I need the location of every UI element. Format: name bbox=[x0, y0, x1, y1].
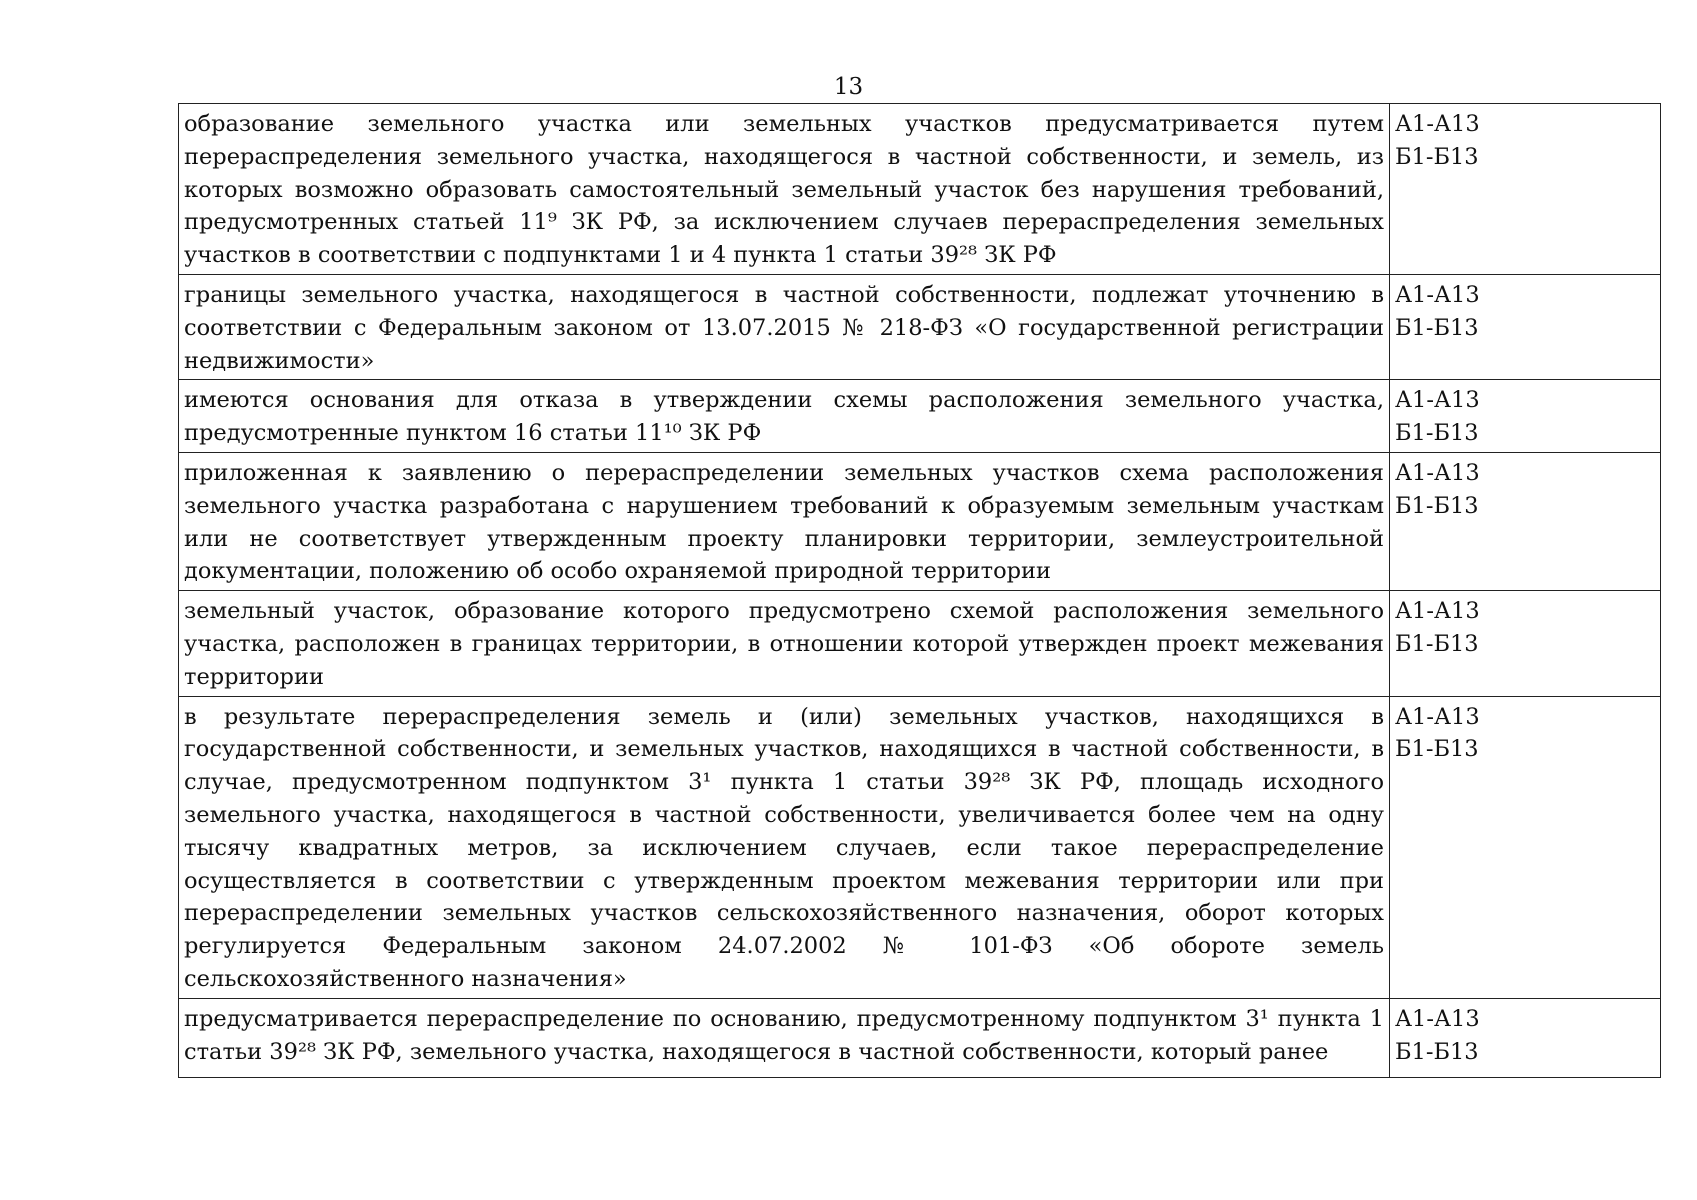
table-row bbox=[179, 591, 1661, 696]
code-range-b: Б1-Б13 bbox=[1395, 736, 1479, 763]
page-number: 13 bbox=[833, 74, 864, 100]
condition-text: в результате перераспределения земель и (или) земельных участков, находящихся в государственной собственности, и земельных участков, находящихся в частной собственности, в случае, предусмотренном подпунктом 3¹ пункта 1 статьи 39²⁸ ЗК РФ, площадь исходного земельного участка, находящегося в частной собственности, увеличивается более чем на одну тысячу квадратных метров, за исключением случаев, если такое перераспределение осуществляется в соответствии с утвержденным проектом межевания территории или при перераспределении земельных участков сельскохозяйственного назначения, оборот которых регулируется Федеральным законом 24.07.2002 № 101-ФЗ «Об обороте земель сельскохозяйственного назначения» bbox=[179, 696, 1390, 998]
code-range-a: А1-А13 bbox=[1395, 281, 1480, 308]
code-range-a: А1-А13 bbox=[1395, 111, 1480, 137]
code-range-b: Б1-Б13 bbox=[1395, 492, 1479, 519]
table-row bbox=[179, 998, 1661, 1077]
condition-text: границы земельного участка, находящегося в частной собственности, подлежат уточнению в соответствии с Федеральным законом от 13.07.2015 № 218-ФЗ «О государственной регистрации недвижимости» bbox=[179, 274, 1390, 379]
table-row bbox=[179, 696, 1661, 998]
applicant-codes bbox=[1390, 104, 1661, 275]
conditions-table bbox=[178, 103, 1661, 1078]
code-range-b: Б1-Б13 bbox=[1395, 314, 1479, 341]
code-range-b: Б1-Б13 bbox=[1395, 420, 1479, 447]
applicant-codes bbox=[1390, 380, 1661, 453]
applicant-codes bbox=[1390, 274, 1661, 379]
condition-text: предусматривается перераспределение по основанию, предусмотренному подпунктом 3¹ пункта 1 статьи 39²⁸ ЗК РФ, земельного участка, находящегося в частной собственности, который ранее bbox=[179, 998, 1390, 1077]
applicant-codes bbox=[1390, 998, 1661, 1077]
table-row bbox=[179, 380, 1661, 453]
code-range-a: А1-А13 bbox=[1395, 387, 1480, 414]
code-range-b: Б1-Б13 bbox=[1395, 143, 1479, 170]
code-range-a: А1-А13 bbox=[1395, 598, 1480, 625]
code-range-b: Б1-Б13 bbox=[1395, 1038, 1479, 1065]
code-range-a: А1-А13 bbox=[1395, 703, 1480, 730]
condition-text: приложенная к заявлению о перераспределении земельных участков схема расположения земельного участка разработана с нарушением требований к образуемым земельным участкам или не соответствует утвержденным проекту планировки территории, землеустроительной документации, положению об особо охраняемой природной территории bbox=[179, 452, 1390, 590]
code-range-a: А1-А13 bbox=[1395, 1005, 1480, 1032]
code-range-b: Б1-Б13 bbox=[1395, 630, 1479, 657]
applicant-codes bbox=[1390, 696, 1661, 998]
condition-text: образование земельного участка или земельных участков предусматривается путем перераспределения земельного участка, находящегося в частной собственности, и земель, из которых возможно образовать самостоятельный земельный участок без нарушения требований, предусмотренных статьей 11⁹ ЗК РФ, за исключением случаев перераспределения земельных участков в соответствии с подпунктами 1 и 4 пункта 1 статьи 39²⁸ ЗК РФ bbox=[179, 104, 1390, 275]
condition-text: земельный участок, образование которого предусмотрено схемой расположения земельного участка, расположен в границах территории, в отношении которой утвержден проект межевания территории bbox=[179, 591, 1390, 696]
condition-text: имеются основания для отказа в утверждении схемы расположения земельного участка, предусмотренные пунктом 16 статьи 11¹⁰ ЗК РФ bbox=[179, 380, 1390, 453]
table-row bbox=[179, 452, 1661, 590]
code-range-a: А1-А13 bbox=[1395, 459, 1480, 486]
applicant-codes bbox=[1390, 591, 1661, 696]
table-row bbox=[179, 274, 1661, 379]
table-row bbox=[179, 104, 1661, 275]
applicant-codes bbox=[1390, 452, 1661, 590]
